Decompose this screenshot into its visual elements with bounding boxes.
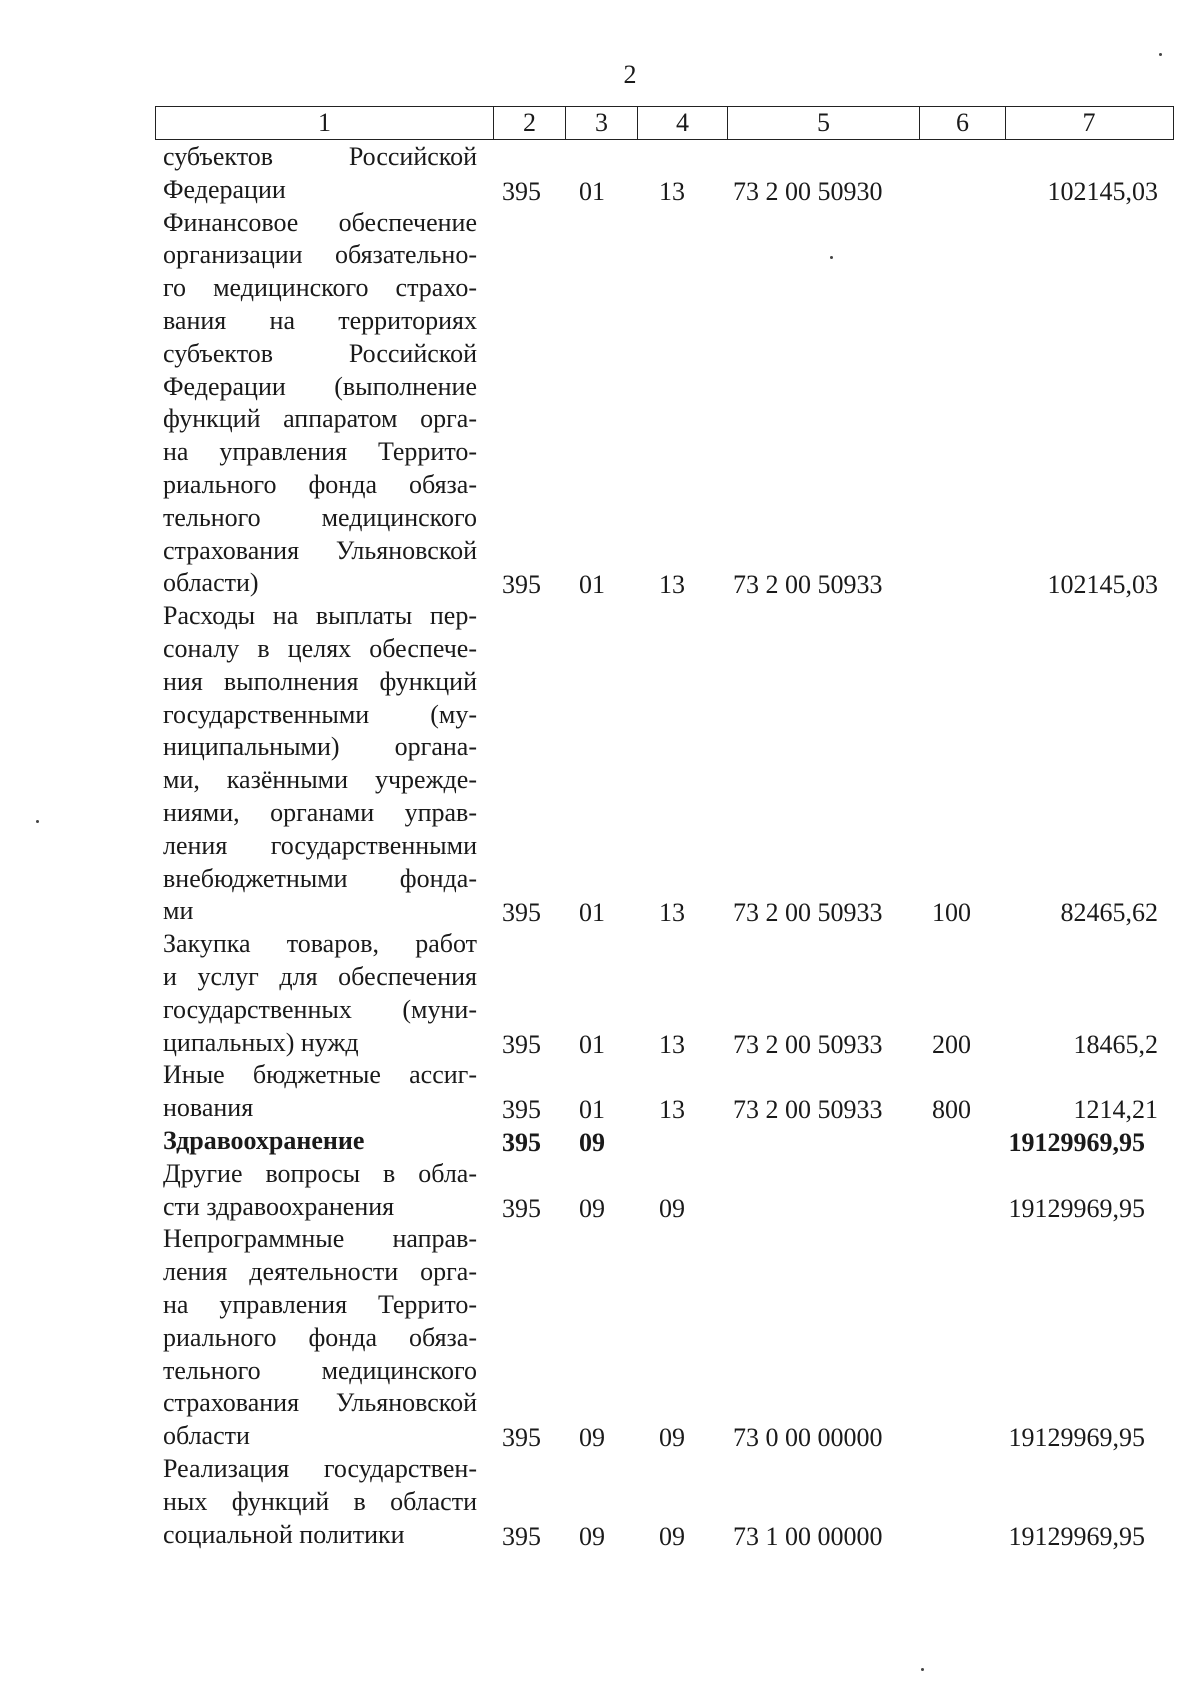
cell-c3: 01 [579, 176, 605, 206]
cell-c3: 09 [579, 1128, 605, 1157]
description-line: внебюджетными фонда- [163, 863, 477, 893]
cell-c2: 395 [502, 1029, 541, 1059]
row-description [163, 928, 477, 1059]
row-description [163, 1059, 477, 1125]
header-col-2: 2 [494, 107, 566, 139]
scan-speck [830, 256, 833, 259]
cell-c3: 09 [579, 1193, 605, 1223]
description-line: тельного медицинского [163, 502, 477, 532]
cell-c4: 09 [659, 1423, 685, 1453]
row-description [163, 600, 477, 928]
cell-c7: 19129969,95 [1008, 1128, 1145, 1157]
cell-c4: 09 [659, 1193, 685, 1223]
cell-c2: 395 [502, 1521, 541, 1551]
description-line: го медицинского страхо- [163, 273, 477, 303]
description-line: субъектов Российской [163, 142, 477, 171]
table-row [0, 1059, 1200, 1125]
description-line: области [163, 1421, 250, 1451]
description-line: ципальных) нужд [163, 1027, 359, 1057]
cell-c7: 102145,03 [1047, 570, 1158, 600]
description-line: ления государственными [163, 830, 477, 860]
row-description [163, 1158, 477, 1224]
description-line: страхования Ульяновской [163, 535, 477, 565]
cell-c2: 395 [502, 898, 541, 928]
scan-speck [1159, 53, 1162, 56]
table-row [0, 928, 1200, 1059]
description-line: риального фонда обяза- [163, 1322, 477, 1352]
description-line: на управления Террито- [163, 1289, 477, 1319]
cell-c7: 82465,62 [1060, 898, 1158, 928]
cell-c5: 73 2 00 50933 [733, 570, 883, 600]
description-line: Федерации (выполнение [163, 371, 477, 401]
description-line: ми, казёнными учрежде- [163, 765, 477, 795]
description-line: ления деятельности орга- [163, 1257, 477, 1287]
description-line: Непрограммные направ- [163, 1224, 477, 1254]
cell-c3: 01 [579, 1095, 605, 1125]
description-line: ниципальными) органа- [163, 732, 477, 762]
description-line: тельного медицинского [163, 1355, 477, 1385]
description-line: вания на территориях [163, 305, 477, 335]
row-description [163, 1125, 477, 1158]
table-row [0, 207, 1200, 601]
cell-c2: 395 [502, 1095, 541, 1125]
description-line: сти здравоохранения [163, 1191, 395, 1221]
description-line: соналу в целях обеспече- [163, 633, 477, 663]
description-line: Иные бюджетные ассиг- [163, 1060, 477, 1090]
cell-c6: 100 [932, 898, 971, 928]
cell-c2: 395 [502, 1193, 541, 1223]
description-line: субъектов Российской [163, 338, 477, 368]
cell-c3: 01 [579, 1029, 605, 1059]
cell-c7: 19129969,95 [1008, 1521, 1145, 1551]
cell-c2: 395 [502, 176, 541, 206]
cell-c3: 09 [579, 1521, 605, 1551]
row-description [163, 1453, 477, 1551]
description-line: функций аппаратом орга- [163, 404, 477, 434]
description-line: Здравоохранение [163, 1126, 365, 1155]
header-col-3: 3 [566, 107, 638, 139]
cell-c4: 09 [659, 1521, 685, 1551]
description-line: социальной политики [163, 1519, 405, 1549]
cell-c4: 13 [659, 176, 685, 206]
cell-c2: 395 [502, 1128, 541, 1157]
description-line: ниями, органами управ- [163, 797, 477, 827]
description-line: риального фонда обяза- [163, 469, 477, 499]
cell-c5: 73 1 00 00000 [733, 1521, 883, 1551]
cell-c7: 19129969,95 [1008, 1423, 1145, 1453]
description-line: области) [163, 568, 259, 598]
cell-c3: 01 [579, 898, 605, 928]
cell-c4: 13 [659, 898, 685, 928]
description-line: Закупка товаров, работ [163, 929, 477, 959]
cell-c5: 73 2 00 50933 [733, 1095, 883, 1125]
cell-c3: 09 [579, 1423, 605, 1453]
cell-c5: 73 2 00 50930 [733, 176, 883, 206]
cell-c7: 18465,2 [1073, 1029, 1158, 1059]
cell-c7: 102145,03 [1047, 176, 1158, 206]
header-col-4: 4 [638, 107, 728, 139]
description-line: Другие вопросы в обла- [163, 1158, 477, 1188]
description-line: Расходы на выплаты пер- [163, 601, 477, 631]
scan-speck [921, 1668, 924, 1671]
table-header-row [155, 106, 1174, 140]
cell-c5: 73 0 00 00000 [733, 1423, 883, 1453]
scan-speck [36, 820, 39, 823]
description-line: организации обязательно- [163, 240, 477, 270]
description-line: Реализация государствен- [163, 1454, 477, 1483]
description-line: ми [163, 896, 194, 926]
description-line: Финансовое обеспечение [163, 207, 477, 237]
cell-c5: 73 2 00 50933 [733, 898, 883, 928]
table-row [0, 600, 1200, 928]
cell-c2: 395 [502, 1423, 541, 1453]
description-line: ных функций в области [163, 1486, 477, 1516]
cell-c6: 800 [932, 1095, 971, 1125]
cell-c2: 395 [502, 570, 541, 600]
table-row [0, 141, 1200, 207]
table-row [0, 1125, 1200, 1158]
table-row [0, 1158, 1200, 1224]
page-number: 2 [623, 60, 637, 89]
cell-c6: 200 [932, 1029, 971, 1059]
row-description [163, 1223, 477, 1453]
cell-c5: 73 2 00 50933 [733, 1029, 883, 1059]
header-col-6: 6 [920, 107, 1006, 139]
table-row [0, 1223, 1200, 1453]
description-line: страхования Ульяновской [163, 1388, 477, 1418]
cell-c3: 01 [579, 570, 605, 600]
description-line: ния выполнения функций [163, 666, 477, 696]
description-line: и услуг для обеспечения [163, 961, 477, 991]
row-description [163, 141, 477, 207]
description-line: государственных (муни- [163, 994, 477, 1024]
cell-c7: 19129969,95 [1008, 1193, 1145, 1223]
cell-c4: 13 [659, 1095, 685, 1125]
description-line: государственными (му- [163, 699, 477, 729]
header-col-1: 1 [156, 107, 494, 139]
row-description [163, 207, 477, 601]
header-col-5: 5 [728, 107, 920, 139]
cell-c4: 13 [659, 1029, 685, 1059]
description-line: нования [163, 1093, 254, 1123]
cell-c4: 13 [659, 570, 685, 600]
cell-c7: 1214,21 [1073, 1095, 1158, 1125]
header-col-7: 7 [1082, 108, 1096, 137]
description-line: на управления Террито- [163, 437, 477, 467]
description-line: Федерации [163, 174, 286, 204]
table-row [0, 1453, 1200, 1551]
